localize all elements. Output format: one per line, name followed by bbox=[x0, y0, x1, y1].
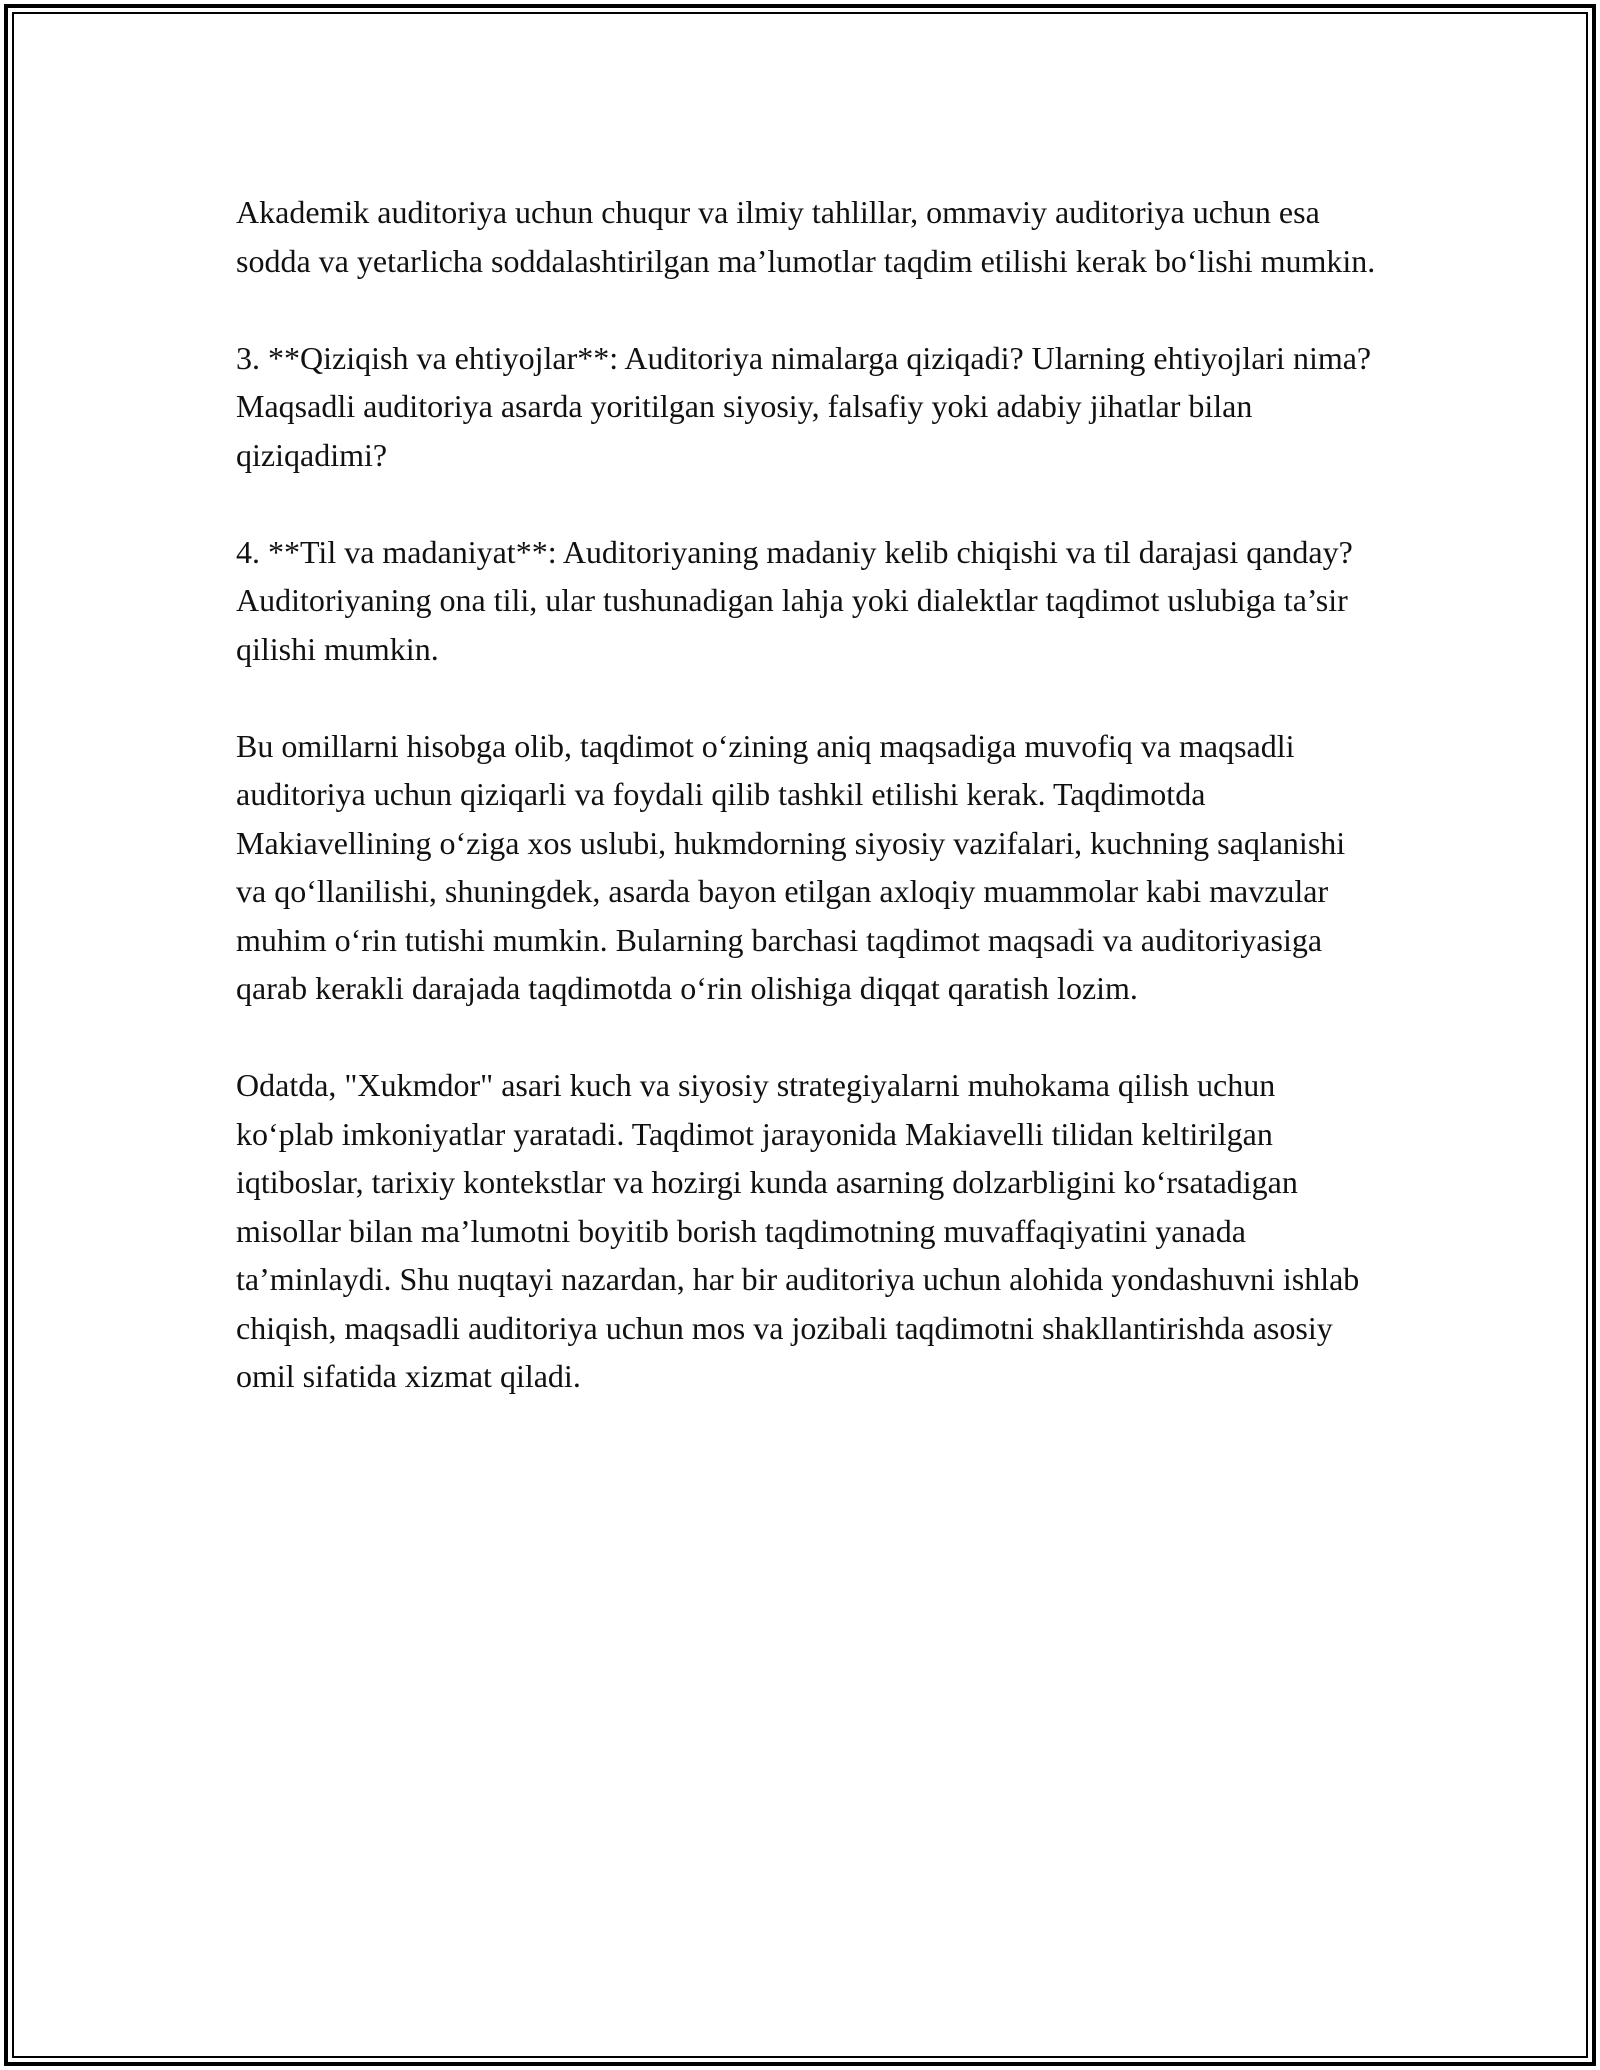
paragraph-interests-needs: 3. **Qiziqish va ehtiyojlar**: Auditoriya nimalarga qiziqadi? Ularning ehtiyojlari nima? Maqsadli auditoriya asarda yoritilgan siyosiy, falsafiy yoki adabiy jihatlar bilan qiziqadimi? bbox=[236, 339, 1372, 473]
paragraph-audience-level: Akademik auditoriya uchun chuqur va ilmiy tahlillar, ommaviy auditoriya uchun esa sodda va yetarlicha soddalashtirilgan ma’lumotlar taqdim etilishi kerak bo‘lishi mumkin. bbox=[236, 194, 1376, 279]
paragraph-conclusion: Odatda, "Xukmdor" asari kuch va siyosiy strategiyalarni muhokama qilish uchun ko‘plab imkoniyatlar yaratadi. Taqdimot jarayonida Makiavelli tilidan keltirilgan iqtiboslar, tarixiy kontekstlar va hozirgi kunda asarning dolzarbligini ko‘rsatadigan misollar bilan ma’lumotni boyitib borish taqdimotning muvaffaqiyatini yanada ta’minlaydi. Shu nuqtayi nazardan, har bir auditoriya uchun alohida yondashuvni ishlab chiqish, maqsadli auditoriya uchun mos va jozibali taqdimotni shakllantirishda asosiy omil sifatida xizmat qiladi. bbox=[236, 1067, 1360, 1394]
document-body bbox=[236, 188, 1376, 1401]
paragraph-language-culture: 4. **Til va madaniyat**: Auditoriyaning madaniy kelib chiqishi va til darajasi qanday? Auditoriyaning ona tili, ular tushunadigan lahja yoki dialektlar taqdimot uslubiga ta’sir qilishi mumkin. bbox=[236, 533, 1353, 667]
paragraph-presentation-goals: Bu omillarni hisobga olib, taqdimot o‘zining aniq maqsadiga muvofiq va maqsadli auditoriya uchun qiziqarli va foydali qilib tashkil etilishi kerak. Taqdimotda Makiavellining o‘ziga xos uslubi, hukmdorning siyosiy vazifalari, kuchning saqlanishi va qo‘llanilishi, shuningdek, asarda bayon etilgan axloqiy muammolar kabi mavzular muhim o‘rin tutishi mumkin. Bularning barchasi taqdimot maqsadi va auditoriyasiga qarab kerakli darajada taqdimotda o‘rin olishiga diqqat qaratish lozim. bbox=[236, 727, 1346, 1006]
